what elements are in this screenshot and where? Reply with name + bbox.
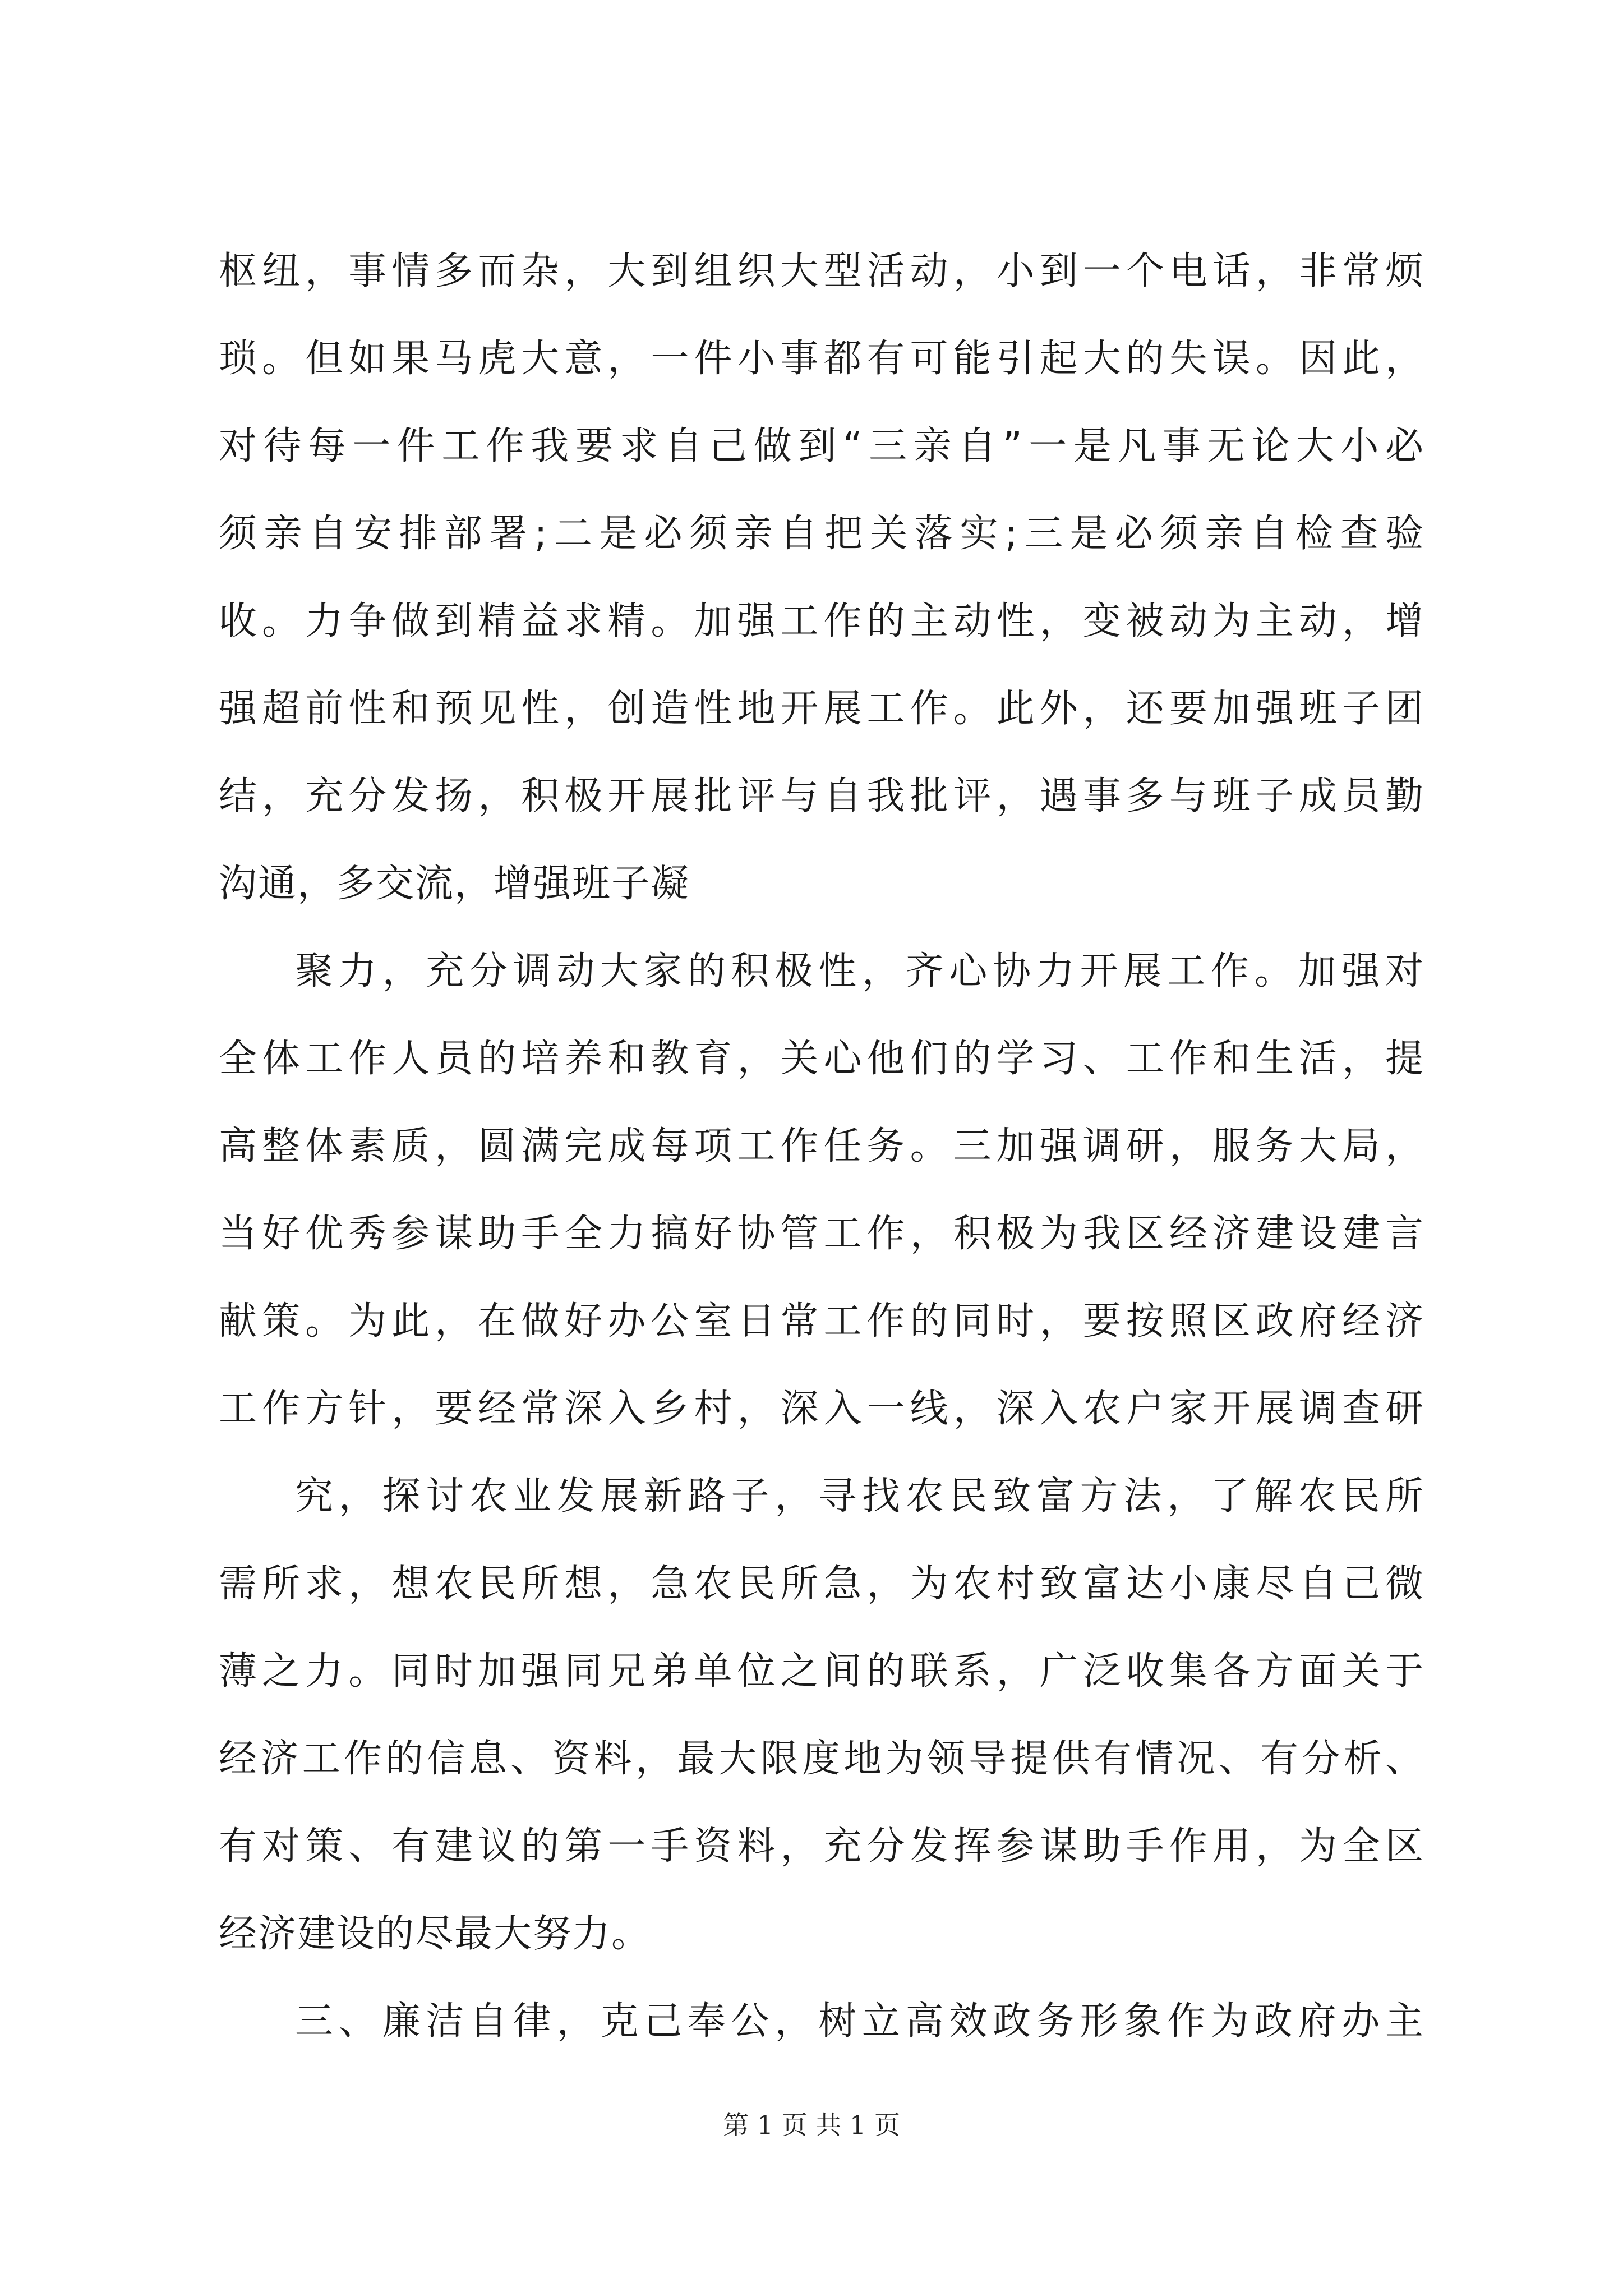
page-number-footer: 第 1 页 共 1 页 (723, 2110, 900, 2140)
text-line: 当好优秀参谋助手全力搞好协管工作，积极为我区经济建设建言 (219, 1212, 1424, 1256)
text-line: 强超前性和预见性，创造性地开展工作。此外，还要加强班子团 (219, 687, 1424, 731)
text-line: 薄之力。同时加强同兄弟单位之间的联系，广泛收集各方面关于 (219, 1649, 1424, 1694)
text-line: 究，探讨农业发展新路子，寻找农民致富方法，了解农民所 (295, 1474, 1424, 1519)
document-body (219, 249, 1424, 2090)
text-line: 收。力争做到精益求精。加强工作的主动性，变被动为主动，增 (219, 599, 1424, 643)
text-line: 须亲自安排部署;二是必须亲自把关落实;三是必须亲自检查验 (219, 512, 1424, 556)
text-line: 对待每一件工作我要求自己做到“三亲自”一是凡事无论大小必 (219, 424, 1424, 468)
text-line: 三、廉洁自律，克己奉公，树立高效政务形象作为政府办主 (295, 1999, 1424, 2044)
text-line: 经济工作的信息、资料，最大限度地为领导提供有情况、有分析、 (219, 1737, 1424, 1781)
text-line: 经济建设的尽最大努力。 (219, 1912, 651, 1956)
text-line: 献策。为此，在做好办公室日常工作的同时，要按照区政府经济 (219, 1299, 1424, 1343)
text-line: 聚力，充分调动大家的积极性，齐心协力开展工作。加强对 (295, 949, 1424, 993)
text-line: 全体工作人员的培养和教育，关心他们的学习、工作和生活，提 (219, 1037, 1424, 1081)
text-line: 需所求，想农民所想，急农民所急，为农村致富达小康尽自己微 (219, 1562, 1424, 1606)
text-line: 枢纽，事情多而杂，大到组织大型活动，小到一个电话，非常烦 (219, 249, 1424, 293)
text-line: 沟通，多交流，增强班子凝 (219, 862, 690, 906)
text-line: 高整体素质，圆满完成每项工作任务。三加强调研，服务大局， (219, 1124, 1424, 1168)
text-line: 有对策、有建议的第一手资料，充分发挥参谋助手作用，为全区 (219, 1824, 1424, 1869)
text-line: 工作方针，要经常深入乡村，深入一线，深入农户家开展调查研 (219, 1387, 1424, 1431)
text-line: 琐。但如果马虎大意，一件小事都有可能引起大的失误。因此， (219, 337, 1424, 381)
text-line: 结，充分发扬，积极开展批评与自我批评，遇事多与班子成员勤 (219, 774, 1424, 818)
